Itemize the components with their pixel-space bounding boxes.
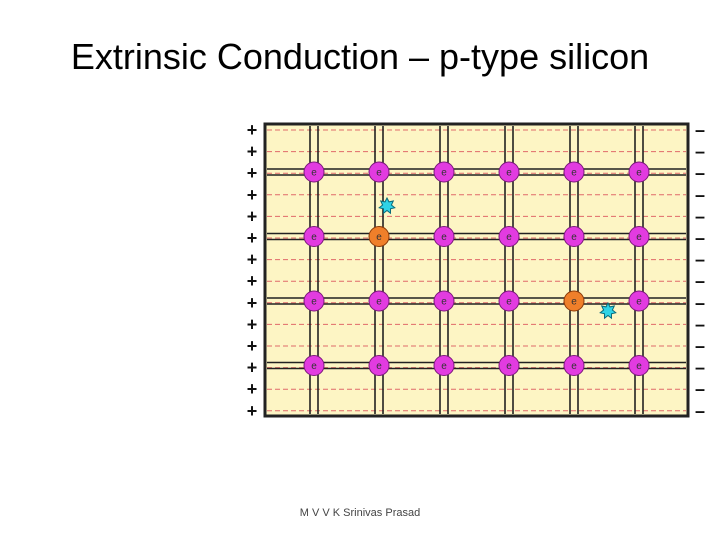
slide-title: Extrinsic Conduction – p-type silicon <box>70 36 650 77</box>
plus-sign: + <box>246 357 258 378</box>
electron-label: e <box>376 361 382 372</box>
plus-sign: + <box>246 163 258 184</box>
electron-label: e <box>441 167 447 179</box>
plus-sign: + <box>246 400 258 421</box>
minus-sign: – <box>694 228 706 248</box>
plus-sign: + <box>246 379 258 400</box>
electron-label: e <box>571 232 577 243</box>
lattice-panel <box>265 124 688 416</box>
electron-label: e <box>441 296 447 308</box>
minus-sign: – <box>694 292 706 313</box>
electron-label: e <box>311 296 317 308</box>
electron-label: e <box>311 361 317 372</box>
electron-label: e <box>376 232 382 243</box>
electron-label: e <box>506 167 512 179</box>
plus-sign: + <box>246 292 258 313</box>
electron-label: e <box>441 361 447 372</box>
electron-label: e <box>311 232 317 243</box>
plus-sign: + <box>246 184 258 205</box>
electron-label: e <box>376 167 382 179</box>
electron-label: e <box>506 296 512 308</box>
electron-label: e <box>311 167 317 179</box>
minus-sign: – <box>694 379 706 400</box>
electron-label: e <box>571 361 577 372</box>
plus-sign: + <box>246 249 258 270</box>
footer-credit: M V V K Srinivas Prasad <box>299 507 421 519</box>
electron-label: e <box>571 296 577 308</box>
plus-sign: + <box>246 141 258 162</box>
minus-sign: – <box>694 184 706 205</box>
electron-label: e <box>636 296 642 308</box>
electron-label: e <box>571 167 577 179</box>
minus-sign: – <box>694 314 706 335</box>
minus-sign: – <box>694 163 706 184</box>
minus-sign: – <box>694 141 706 162</box>
electron-label: e <box>506 232 512 243</box>
minus-sign: – <box>694 357 706 378</box>
negative-terminal-signs <box>695 120 705 421</box>
plus-sign: + <box>246 228 258 248</box>
minus-sign: – <box>694 206 706 227</box>
electron-label: e <box>636 167 642 179</box>
positive-terminal-signs <box>247 120 258 421</box>
electron-label: e <box>376 296 382 308</box>
plus-sign: + <box>246 206 258 227</box>
minus-sign: – <box>694 271 706 292</box>
minus-sign: – <box>694 400 706 421</box>
minus-sign: – <box>694 336 706 356</box>
plus-sign: + <box>246 336 258 356</box>
plus-sign: + <box>246 314 258 335</box>
electron-label: e <box>636 361 642 372</box>
plus-sign: + <box>246 120 258 140</box>
electron-label: e <box>441 232 447 243</box>
plus-sign: + <box>246 271 258 292</box>
minus-sign: – <box>694 249 706 270</box>
electron-label: e <box>636 232 642 243</box>
electron-label: e <box>506 361 512 372</box>
minus-sign: – <box>694 120 706 140</box>
